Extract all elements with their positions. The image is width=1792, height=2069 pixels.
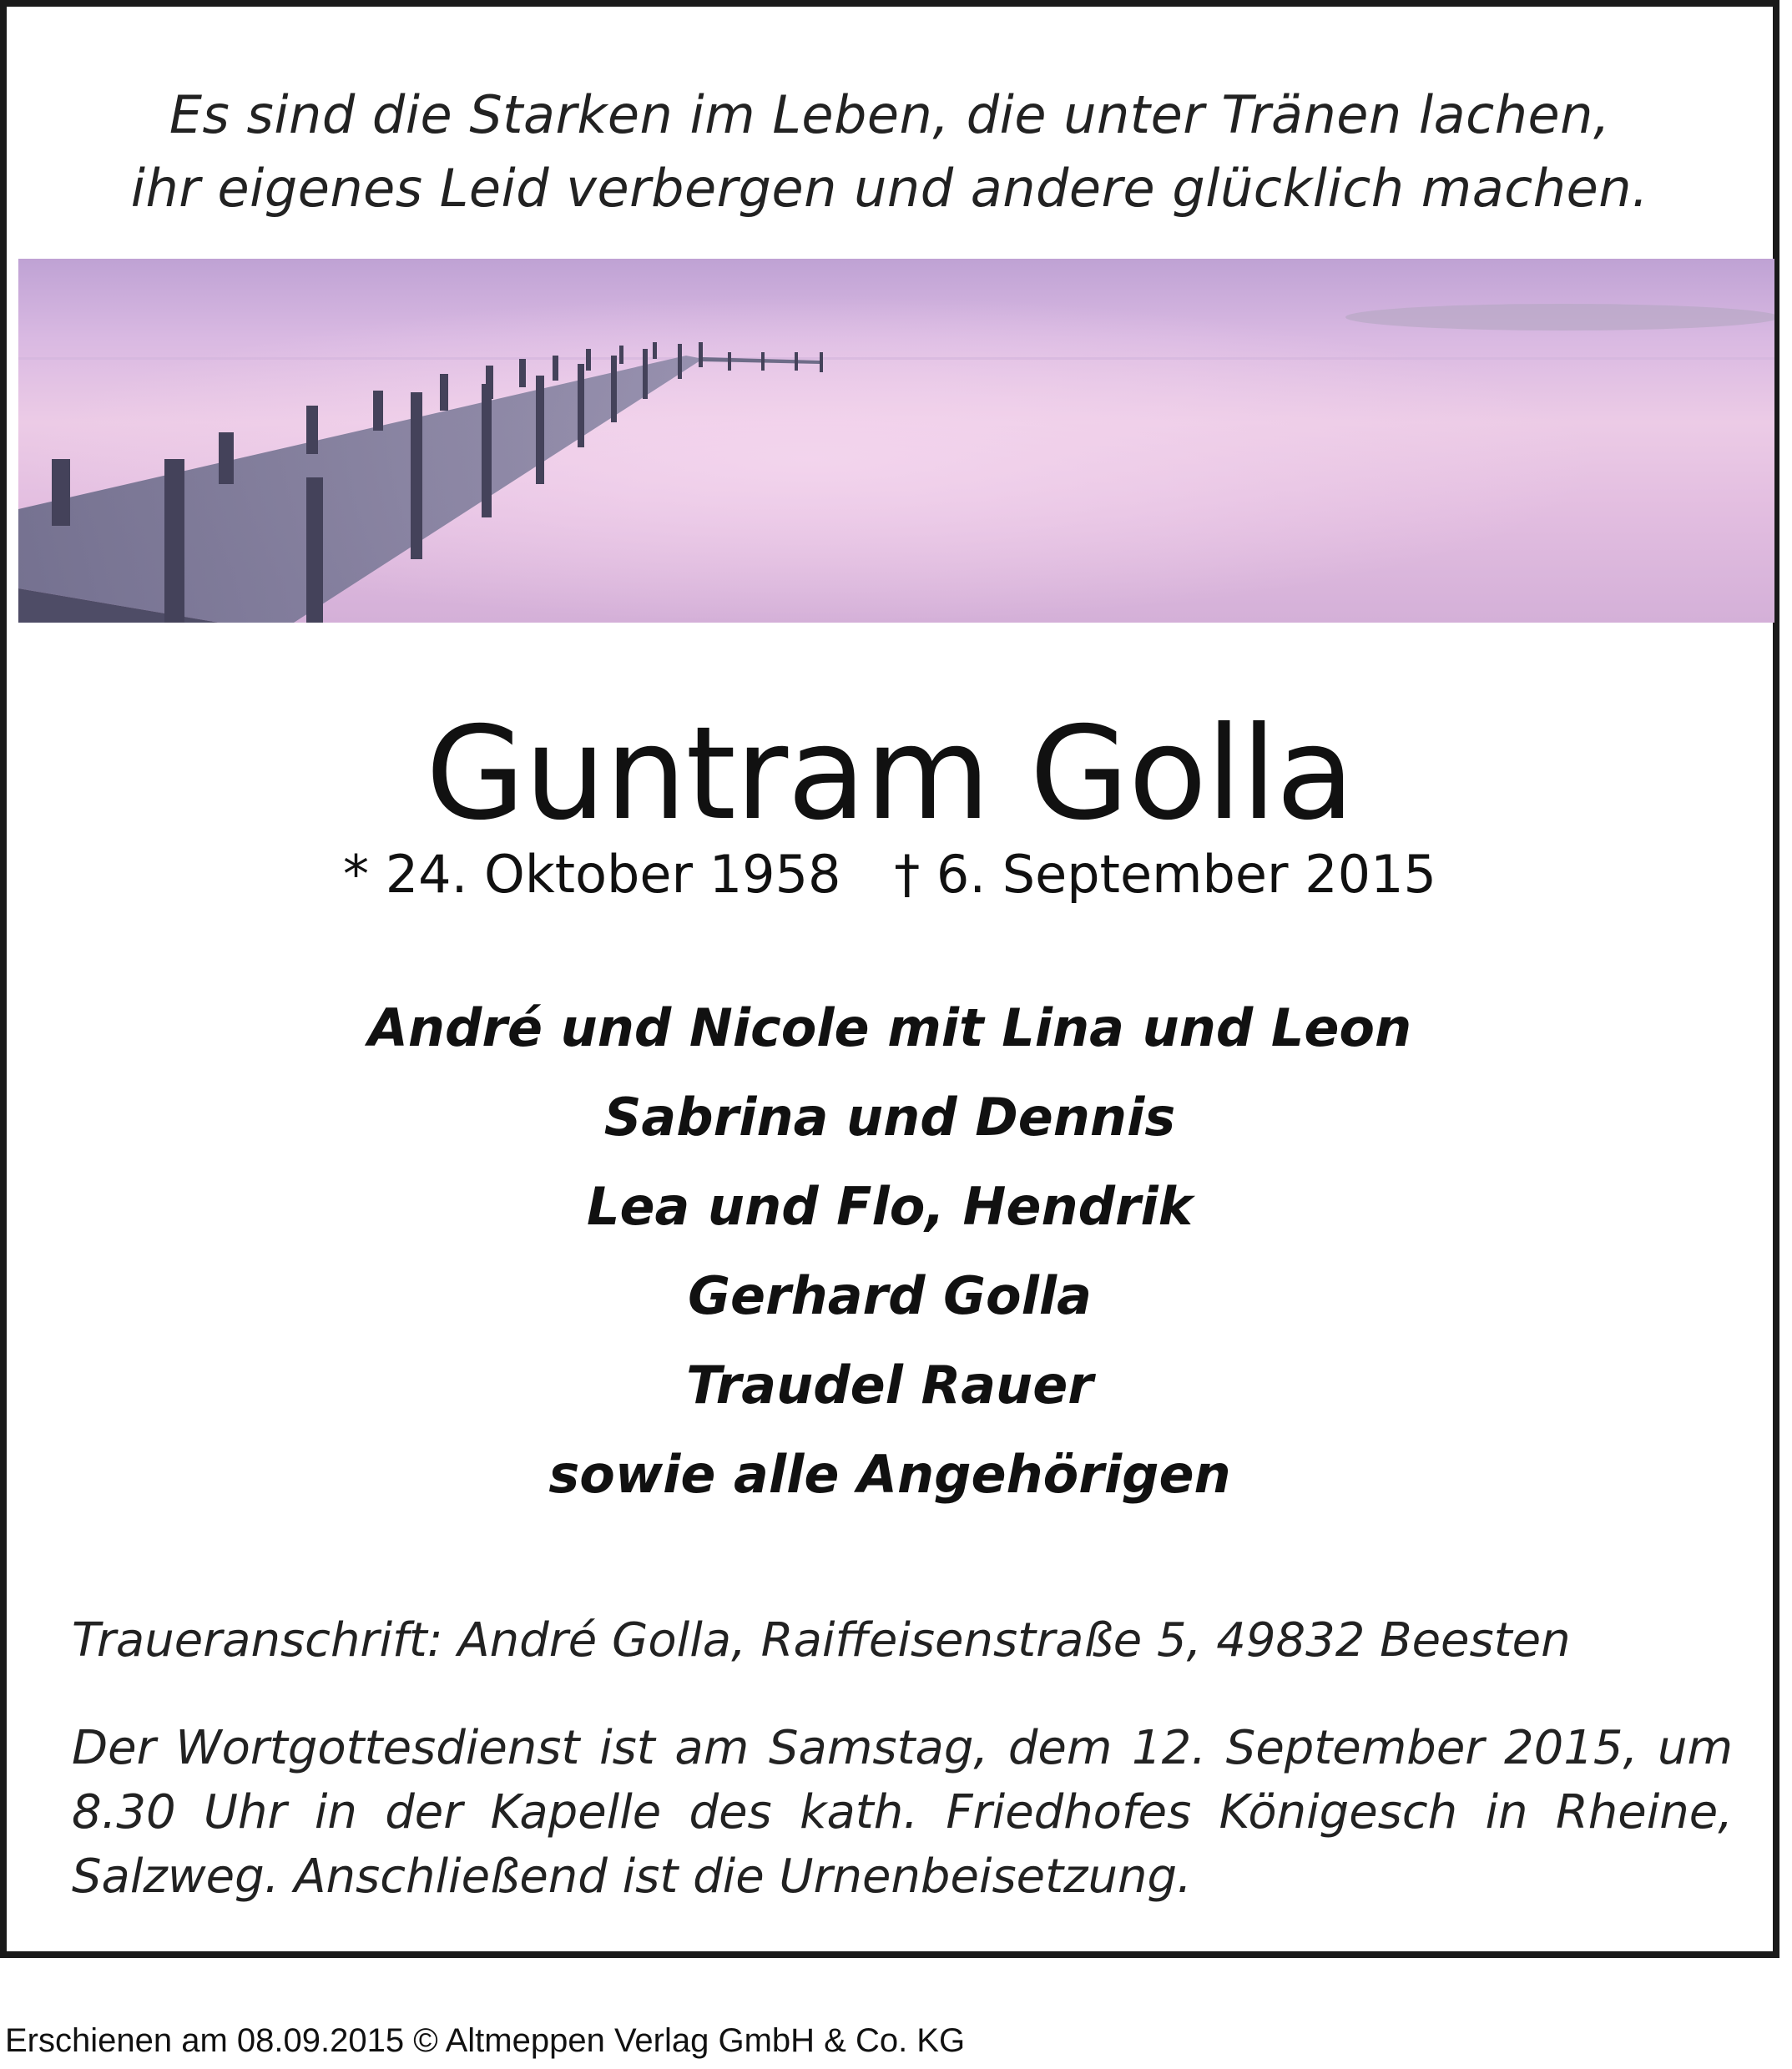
mourner-line: sowie alle Angehörigen [548,1444,1231,1505]
life-dates [7,841,1773,908]
mourner-line: Lea und Flo, Hendrik [586,1176,1194,1237]
mourner-line: Gerhard Golla [688,1265,1092,1326]
mourner-line: Sabrina und Dennis [603,1087,1176,1148]
mourners-list [7,983,1773,1519]
mourner-line: André und Nicole mit Lina und Leon [367,997,1412,1058]
deceased-name: Guntram Golla [425,699,1355,849]
quote-line: ihr eigenes Leid verbergen und andere glücklich machen. [130,158,1649,219]
quote-line: Es sind die Starken im Leben, die unter Tränen lachen, [169,84,1611,145]
jetty-photo [18,259,1774,623]
mourning-address: Traueranschrift: André Golla, Raiffeisenstraße 5, 49832 Beesten [72,1613,1571,1668]
publication-footer: Erschienen am 08.09.2015 © Altmeppen Verlag GmbH & Co. KG [5,2022,966,2059]
mourner-line: Traudel Rauer [686,1355,1093,1415]
service-info: Der Wortgottesdienst ist am Samstag, dem 12. September 2015, um 8.30 Uhr in der Kapelle des kath. Friedhofes Königesch in Rheine, Salzweg. Anschließend ist die Urnenbeisetzung. [72,1721,1733,1904]
birth-date: * 24. Oktober 1958 [343,844,841,905]
death-date: † 6. September 2015 [894,844,1436,905]
quote [7,78,1773,225]
